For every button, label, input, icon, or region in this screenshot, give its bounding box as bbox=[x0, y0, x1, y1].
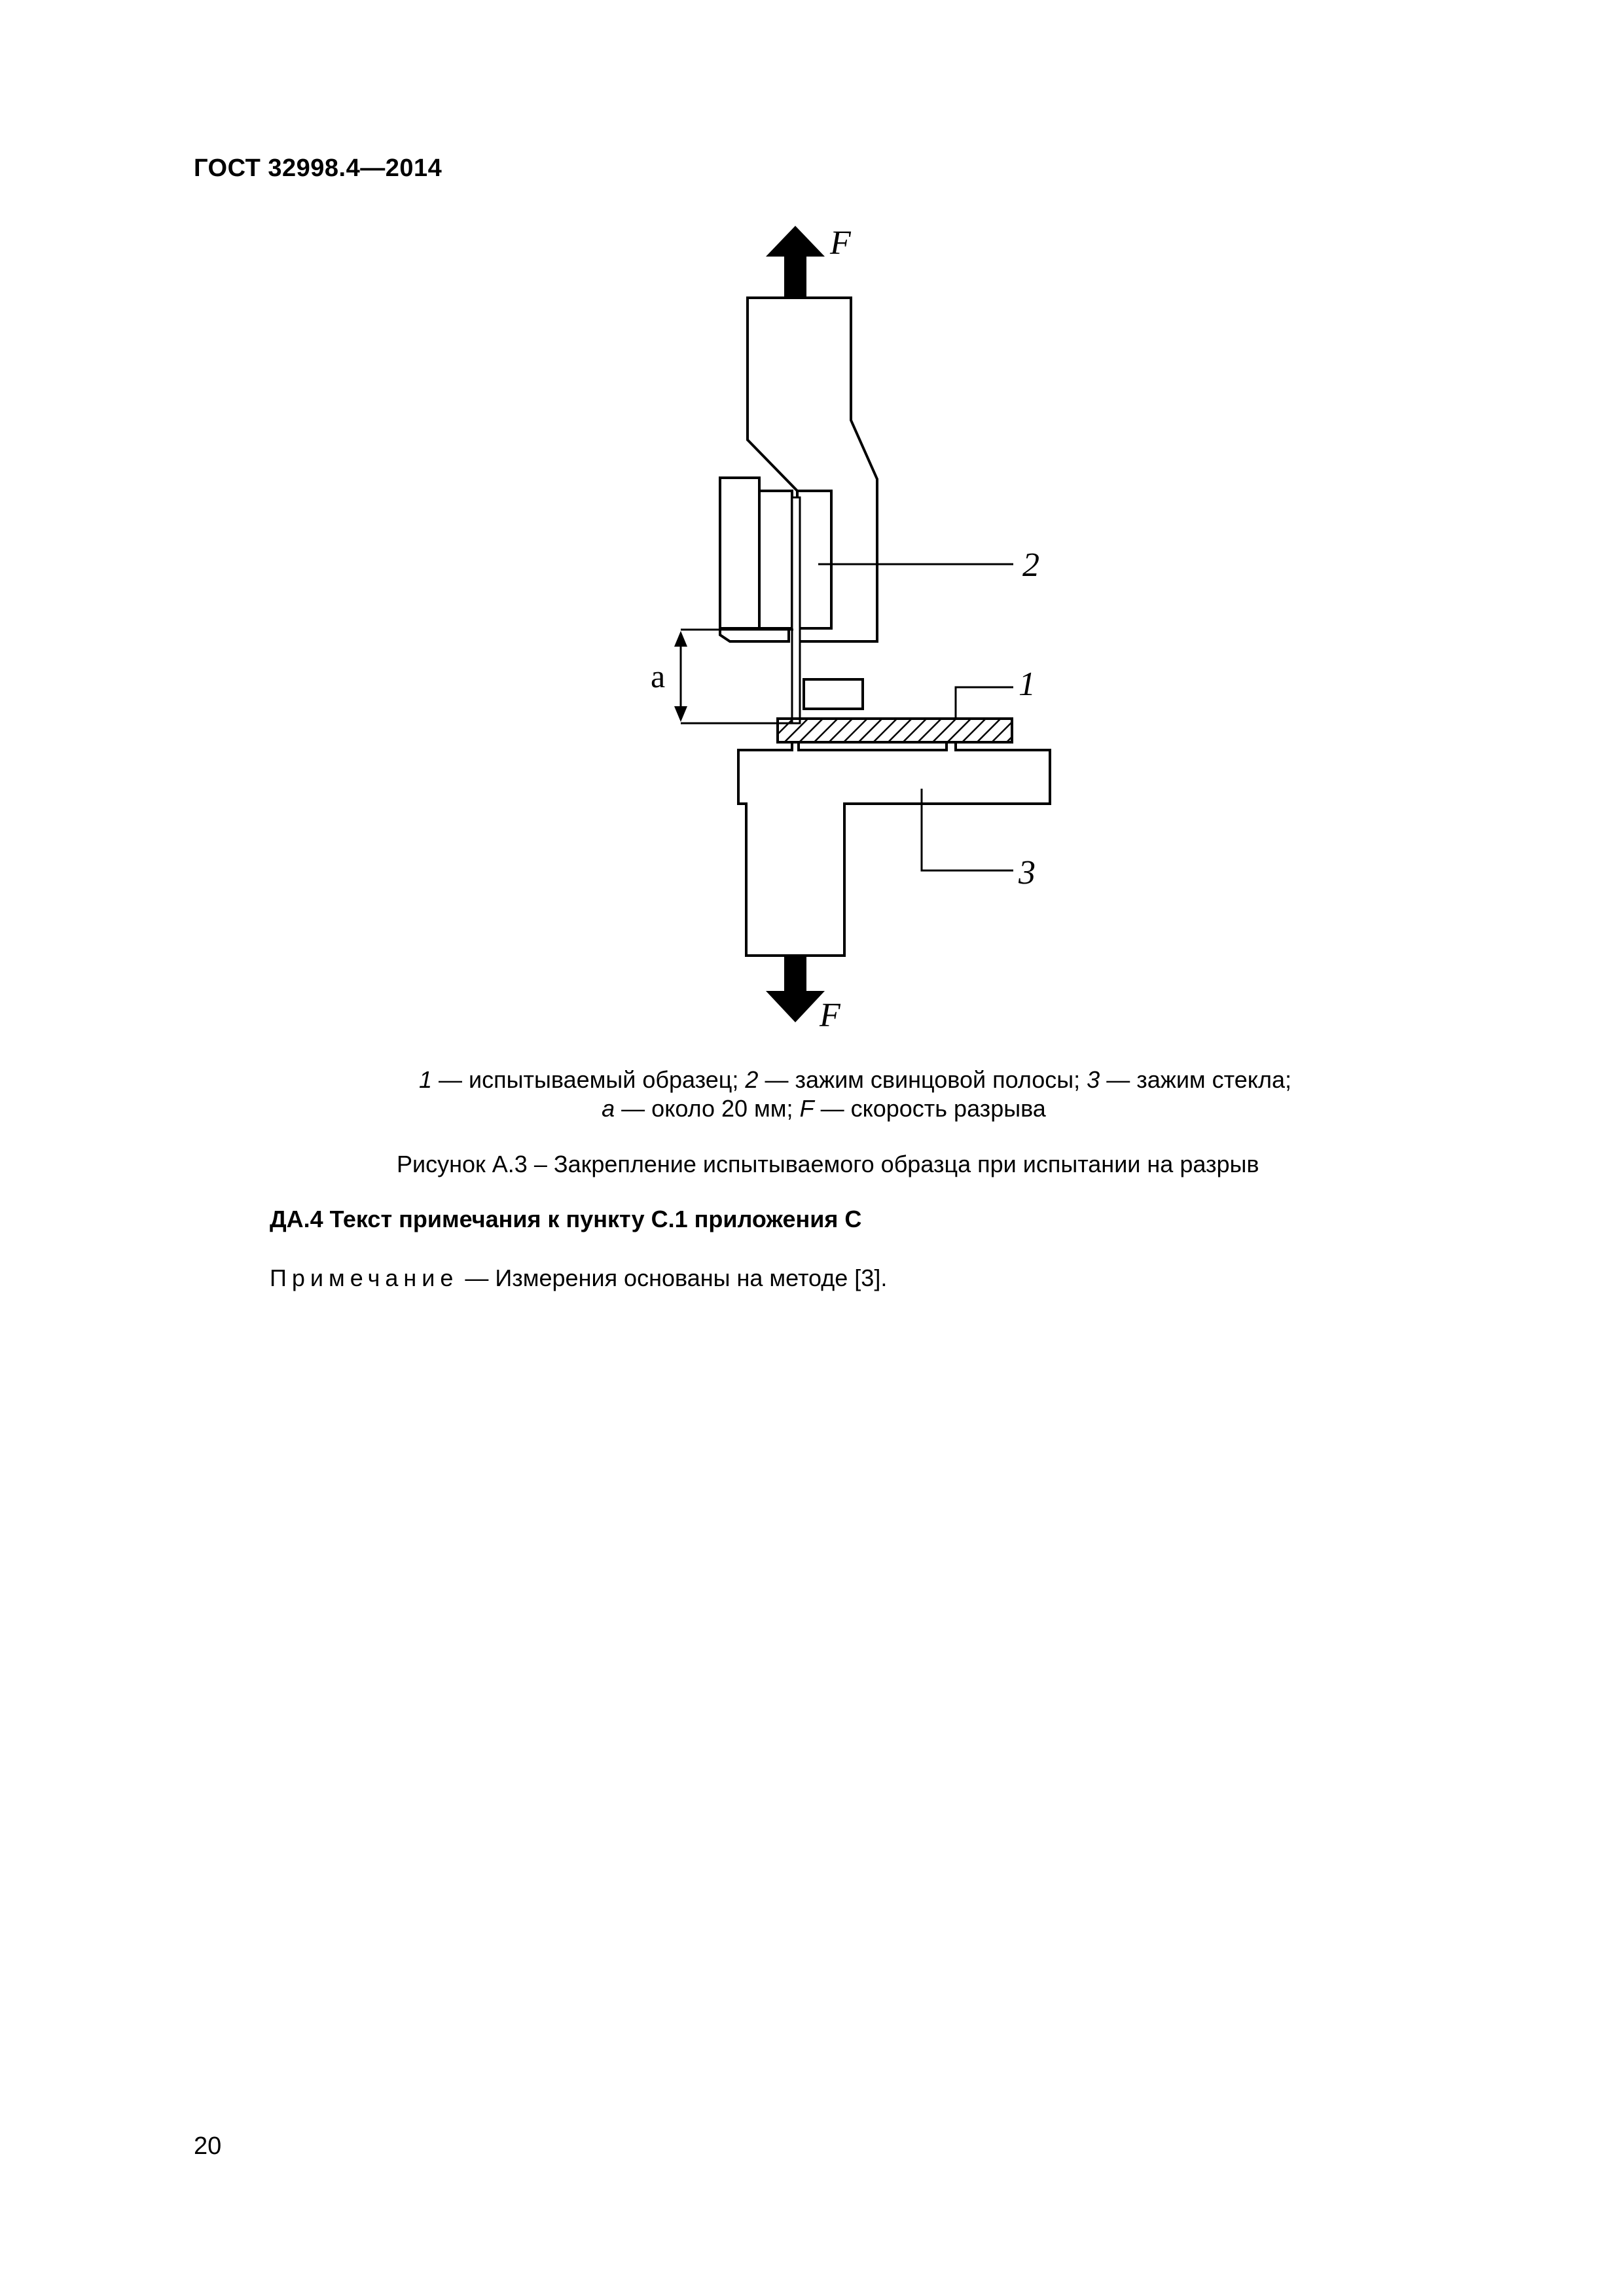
item-3-label: 3 bbox=[1019, 854, 1036, 891]
arrow-up-icon bbox=[766, 226, 825, 301]
note-text: — Измерения основаны на методе [3]. bbox=[458, 1265, 888, 1291]
left-jaw bbox=[720, 478, 792, 641]
spacer-block bbox=[804, 679, 863, 709]
force-top-label: F bbox=[830, 224, 851, 262]
note-label: Примечание bbox=[270, 1265, 459, 1291]
test-specimen bbox=[778, 719, 1012, 742]
note-paragraph bbox=[270, 1265, 887, 1292]
specimen-clamping-diagram bbox=[0, 0, 1624, 1073]
document-header: ГОСТ 32998.4—2014 bbox=[194, 154, 442, 182]
lower-clamp-body bbox=[738, 742, 1050, 956]
item-1-label: 1 bbox=[1019, 666, 1036, 703]
lead-strip bbox=[792, 497, 800, 723]
upper-clamp-pad bbox=[797, 491, 831, 628]
section-heading: ДА.4 Текст примечания к пункту С.1 приложения С bbox=[270, 1206, 862, 1232]
force-bottom-label: F bbox=[820, 997, 840, 1034]
figure-title: Рисунок А.3 – Закрепление испытываемого образца при испытании на разрыв bbox=[397, 1151, 1259, 1177]
item-2-label: 2 bbox=[1022, 547, 1039, 584]
arrow-down-icon bbox=[766, 956, 825, 1022]
figure-legend-line-1: 1 — испытываемый образец; 2 — зажим свинцовой полосы; 3 — зажим стекла; bbox=[419, 1066, 1291, 1093]
dimension-a bbox=[674, 630, 793, 723]
page-number: 20 bbox=[194, 2132, 222, 2160]
figure-legend-line-2: a — около 20 мм; F — скорость разрыва bbox=[602, 1095, 1046, 1122]
dimension-a-label: a bbox=[651, 658, 666, 694]
